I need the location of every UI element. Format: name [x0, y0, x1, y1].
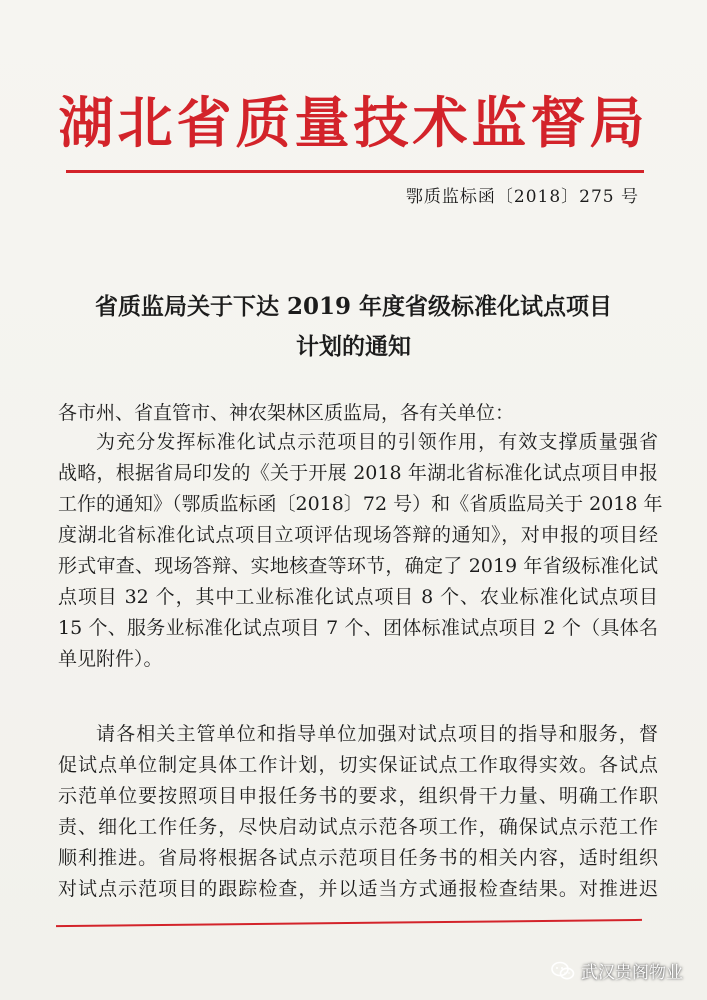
paragraph-line: 形式审查、现场答辩、实地核查等环节，确定了 2019 年省级标准化试 [58, 555, 658, 577]
paragraph-2 [58, 719, 658, 905]
document-number: 鄂质监标函〔2018〕275 号 [405, 187, 639, 207]
paragraph-line: 责、细化工作任务，尽快启动试点示范各项工作，确保试点示范工作 [58, 816, 658, 838]
notice-title [40, 287, 667, 367]
watermark-text: 武汉贵阁物业 [581, 963, 683, 983]
paragraph-line: 工作的通知》（鄂质监标函〔2018〕72 号）和《省质监局关于 2018 年 [58, 493, 663, 515]
handwritten-red-underline [56, 919, 642, 927]
paragraph-line: 度湖北省标准化试点项目立项评估现场答辩的通知》，对申报的项目经 [58, 524, 658, 546]
wechat-icon [551, 961, 575, 981]
salutation: 各市州、省直管市、神农架林区质监局，各有关单位： [58, 402, 515, 424]
paragraph-line: 对试点示范项目的跟踪检查，并以适当方式通报检查结果。对推进迟 [58, 878, 658, 900]
wechat-watermark [551, 958, 683, 983]
agency-header-title: 湖北省质量技术监督局 [58, 90, 649, 155]
paragraph-line: 单见附件）。 [58, 648, 163, 670]
paragraph-line: 示范单位要按照项目申报任务书的要求，组织骨干力量、明确工作职 [58, 785, 658, 807]
paragraph-line: 顺利推进。省局将根据各试点示范项目任务书的相关内容，适时组织 [58, 847, 658, 869]
paragraph-line: 战略，根据省局印发的《关于开展 2018 年湖北省标准化试点项目申报 [58, 462, 658, 484]
paragraph-line: 点项目 32 个，其中工业标准化试点项目 8 个、农业标准化试点项目 [58, 586, 658, 608]
header-red-rule [66, 170, 644, 173]
paragraph-line: 为充分发挥标准化试点示范项目的引领作用，有效支撑质量强省 [96, 431, 658, 453]
notice-title-line-2: 计划的通知 [296, 333, 411, 360]
paragraph-line: 促试点单位制定具体工作计划，切实保证试点工作取得实效。各试点 [58, 754, 658, 776]
paragraph-1 [58, 427, 663, 675]
paragraph-line: 15 个、服务业标准化试点项目 7 个、团体标准试点项目 2 个（具体名 [58, 617, 658, 639]
notice-title-line-1: 省质监局关于下达 2019 年度省级标准化试点项目 [94, 293, 613, 320]
paragraph-line: 请各相关主管单位和指导单位加强对试点项目的指导和服务，督 [96, 723, 658, 745]
